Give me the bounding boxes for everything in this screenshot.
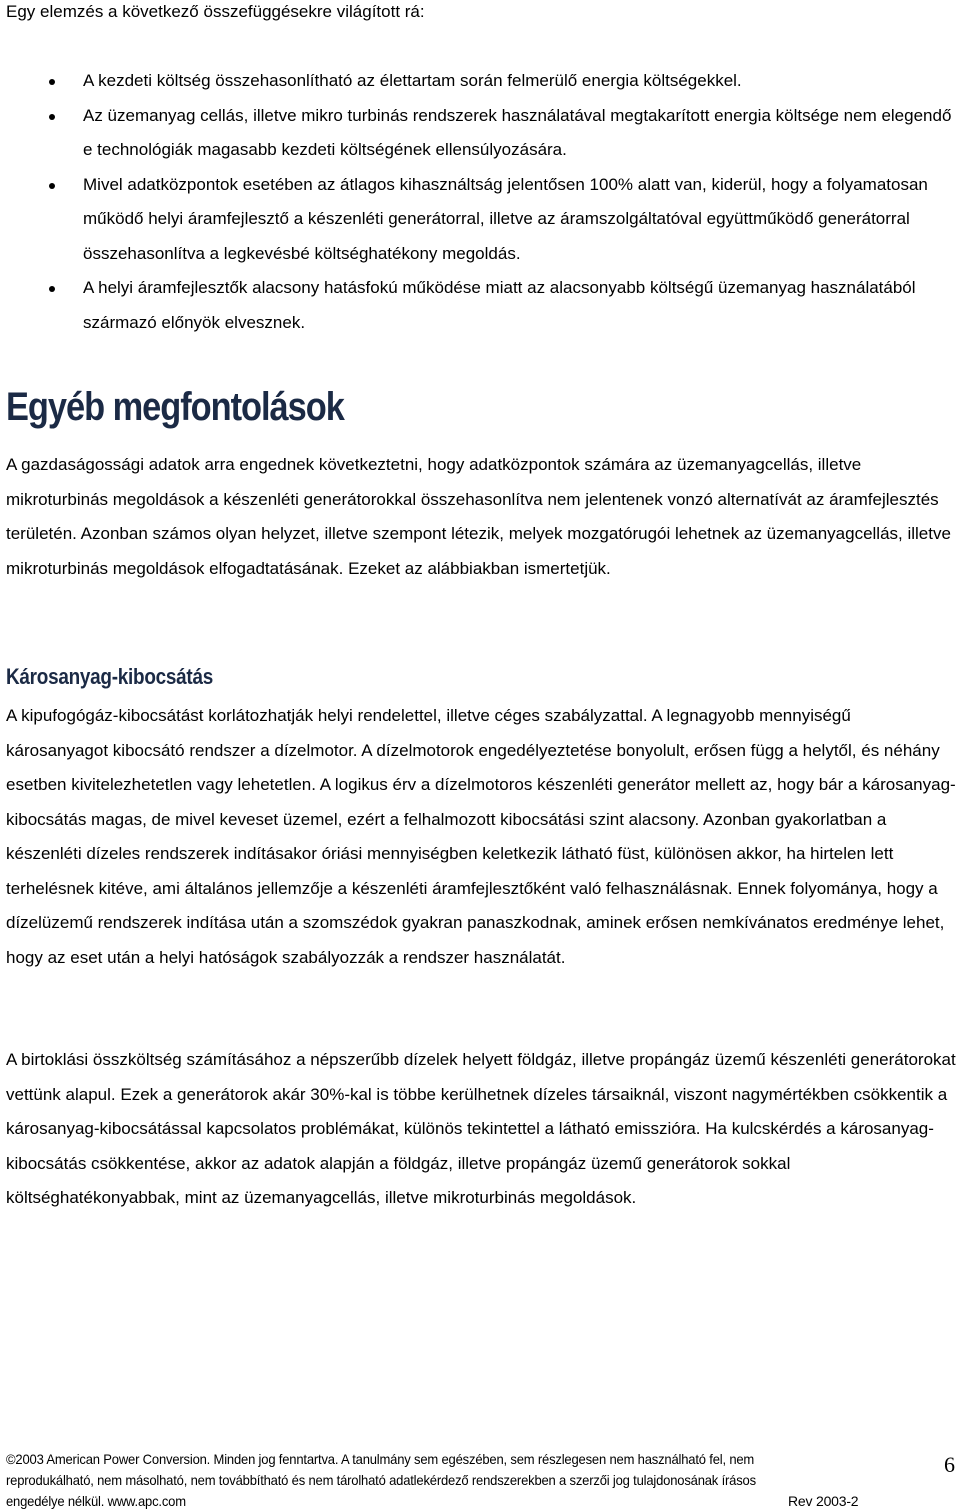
footer-line-1: ©2003 American Power Conversion. Minden jog fenntartva. A tanulmány sem egészében, sem részlegesen nem használható fel, nem [6, 1451, 755, 1467]
footer-line-3 [6, 1491, 886, 1512]
body-paragraph-3: A birtoklási összköltség számításához a népszerűbb dízelek helyett földgáz, illetve propángáz üzemű készenléti generátorokat vettünk alapul. Ezek a generátorok akár 30%-kal is többe kerülhetnek dízeles társaiknál, viszont nagymértékben csökkentik a károsanyag-kibocsátással kapcsolatos problémákat, különös tekintettel a látható emisszióra. Ha kulcskérdés a károsanyag-kibocsátás csökkentése, akkor az adatok alapján a földgáz, illetve propángáz üzemű generátorok sokkal költséghatékonyabbak, mint az üzemanyagcellás, illetve mikroturbinás megoldások. [6, 1050, 956, 1207]
section-heading: Egyéb megfontolások [6, 385, 344, 429]
footer-line-2: reprodukálható, nem másolható, nem továbbítható és nem tárolható adatlekérdező rendszerekben a szerzői jog tulajdonosának írásos [6, 1472, 756, 1488]
footer-line-3-text: engedélye nélkül. www.apc.com [6, 1493, 186, 1509]
bullet-icon [49, 286, 55, 292]
bullet-icon [49, 183, 55, 189]
list-item [0, 64, 960, 99]
list-item-text: A kezdeti költség összehasonlítható az élettartam során felmerülő energia költségekkel. [83, 71, 742, 90]
body-paragraph-1: A gazdaságossági adatok arra engednek következtetni, hogy adatközpontok számára az üzemanyagcellás, illetve mikroturbinás megoldások a készenléti generátorokkal összehasonlítva nem jelentenek vonzó alternatívát az áramfejlesztés területén. Azonban számos olyan helyzet, illetve szempont létezik, melyek mozgatórugói lehetnek az üzemanyagcellás, illetve mikroturbinás megoldások elfogadtatásának. Ezeket az alábbiakban ismertetjük. [6, 455, 951, 578]
intro-sentence: Egy elemzés a következő összefüggésekre világított rá: [6, 2, 425, 21]
list-item-text: Az üzemanyag cellás, illetve mikro turbinás rendszerek használatával megtakarított energia költsége nem elegendő e technológiák magasabb kezdeti költségének ellensúlyozására. [83, 105, 952, 159]
list-item [0, 99, 960, 168]
bullet-icon [49, 114, 55, 120]
subsection-heading: Károsanyag-kibocsátás [6, 664, 214, 689]
page-number: 6 [944, 1452, 955, 1477]
body-paragraph-2: A kipufogógáz-kibocsátást korlátozhatják helyi rendelettel, illetve céges szabályzattal. A legnagyobb mennyiségű károsanyagot kibocsátó rendszer a dízelmotor. A dízelmotorok engedélyeztetése bonyolult, erősen függ a helytől, és néhány esetben kivitelezhetetlen vagy lehetetlen. A logikus érv a dízelmotoros készenléti generátor mellett az, hogy bár a károsanyag-kibocsátás magas, de mivel keveset üzemel, ezért a felhalmozott kibocsátási szint alacsony. Azonban gyakorlatban a készenléti dízeles rendszerek indításakor óriási mennyiségben keletkezik látható füst, különösen akkor, ha hirtelen lett terhelésnek kitéve, ami általános jellemzője a készenléti áramfejlesztőként való felhasználásnak. Ennek folyománya, hogy a dízelüzemű rendszerek indítása után a szomszédok gyakran panaszkodnak, aminek erősen nemkívánatos eredménye lehet, hogy az eset után a helyi hatóságok szabályozzák a rendszer használatát. [6, 706, 956, 967]
bullet-icon [49, 79, 55, 85]
findings-list [0, 64, 960, 340]
copyright-footer [6, 1449, 886, 1512]
list-item-text: A helyi áramfejlesztők alacsony hatásfokú működése miatt az alacsonyabb költségű üzemanyag használatából származó előnyök elvesznek. [83, 278, 916, 332]
list-item [0, 271, 960, 340]
list-item [0, 168, 960, 272]
revision-label: Rev 2003-2 [788, 1493, 859, 1509]
list-item-text: Mivel adatközpontok esetében az átlagos kihasználtság jelentősen 100% alatt van, kiderül, hogy a folyamatosan működő helyi áramfejlesztő a készenléti generátorral, illetve az áramszolgáltatóval együttműködő generátorral összehasonlítva a legkevésbé költséghatékony megoldás. [83, 174, 928, 263]
